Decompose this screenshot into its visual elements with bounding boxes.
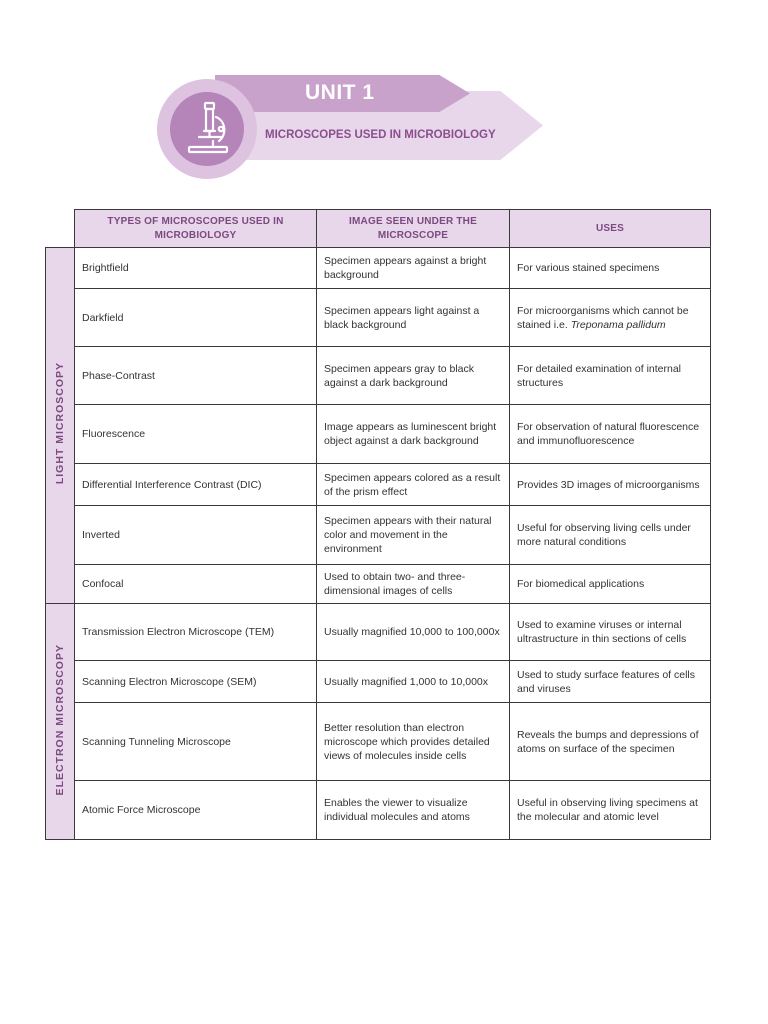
image-description: Specimen appears with their natural color and movement in the environment <box>317 506 510 565</box>
column-header-uses: USES <box>510 210 711 248</box>
column-header-image: IMAGE SEEN UNDER THE MICROSCOPE <box>317 210 510 248</box>
microscope-type: Inverted <box>75 506 317 565</box>
microscope-type: Scanning Tunneling Microscope <box>75 703 317 781</box>
unit-banner <box>0 0 768 200</box>
image-description: Specimen appears light against a black background <box>317 289 510 347</box>
table-row <box>46 781 711 840</box>
microscope-type: Transmission Electron Microscope (TEM) <box>75 604 317 661</box>
table-row <box>46 347 711 405</box>
microscope-type: Differential Interference Contrast (DIC) <box>75 464 317 506</box>
table-row <box>46 506 711 565</box>
microscope-type: Confocal <box>75 565 317 604</box>
image-description: Used to obtain two- and three-dimensional images of cells <box>317 565 510 604</box>
uses-description: For various stained specimens <box>510 248 711 289</box>
uses-description: Useful in observing living specimens at the molecular and atomic level <box>510 781 711 840</box>
uses-description: For observation of natural fluorescence and immunofluorescence <box>510 405 711 464</box>
uses-species-name: Treponama pallidum <box>570 318 666 331</box>
table-row <box>46 248 711 289</box>
group-label-text: ELECTRON MICROSCOPY <box>54 643 66 796</box>
image-description: Enables the viewer to visualize individual molecules and atoms <box>317 781 510 840</box>
microscope-type: Scanning Electron Microscope (SEM) <box>75 661 317 703</box>
column-header-types: TYPES OF MICROSCOPES USED IN MICROBIOLOGY <box>75 210 317 248</box>
microscope-type: Fluorescence <box>75 405 317 464</box>
group-label-electron <box>46 604 75 840</box>
image-description: Specimen appears gray to black against a dark background <box>317 347 510 405</box>
microscope-type: Phase-Contrast <box>75 347 317 405</box>
microscope-type: Atomic Force Microscope <box>75 781 317 840</box>
uses-description: Used to examine viruses or internal ultrastructure in thin sections of cells <box>510 604 711 661</box>
table-row <box>46 289 711 347</box>
table-row <box>46 405 711 464</box>
table-row <box>46 604 711 661</box>
uses-description <box>510 289 711 347</box>
image-description: Usually magnified 10,000 to 100,000x <box>317 604 510 661</box>
unit-subtitle: MICROSCOPES USED IN MICROBIOLOGY <box>265 129 496 141</box>
microscope-type: Brightfield <box>75 248 317 289</box>
uses-description: Used to study surface features of cells and viruses <box>510 661 711 703</box>
uses-description: For biomedical applications <box>510 565 711 604</box>
table-row <box>46 661 711 703</box>
microscope-type: Darkfield <box>75 289 317 347</box>
table-row <box>46 703 711 781</box>
microscopes-table <box>45 209 711 840</box>
microscope-icon <box>183 101 233 155</box>
uses-description: Provides 3D images of microorganisms <box>510 464 711 506</box>
image-description: Specimen appears colored as a result of the prism effect <box>317 464 510 506</box>
image-description: Image appears as luminescent bright object against a dark background <box>317 405 510 464</box>
table-corner <box>46 210 75 248</box>
group-label-light <box>46 248 75 604</box>
uses-description: For detailed examination of internal structures <box>510 347 711 405</box>
table-row <box>46 464 711 506</box>
unit-title: UNIT 1 <box>305 81 375 104</box>
image-description: Usually magnified 1,000 to 10,000x <box>317 661 510 703</box>
group-label-text: LIGHT MICROSCOPY <box>54 362 66 485</box>
image-description: Specimen appears against a bright background <box>317 248 510 289</box>
table-row <box>46 565 711 604</box>
uses-description: Reveals the bumps and depressions of atoms on surface of the specimen <box>510 703 711 781</box>
image-description: Better resolution than electron microscope which provides detailed views of molecules inside cells <box>317 703 510 781</box>
uses-description: Useful for observing living cells under more natural conditions <box>510 506 711 565</box>
uses-text: For microorganisms which cannot be stained i.e. <box>517 304 689 331</box>
table-header-row <box>46 210 711 248</box>
